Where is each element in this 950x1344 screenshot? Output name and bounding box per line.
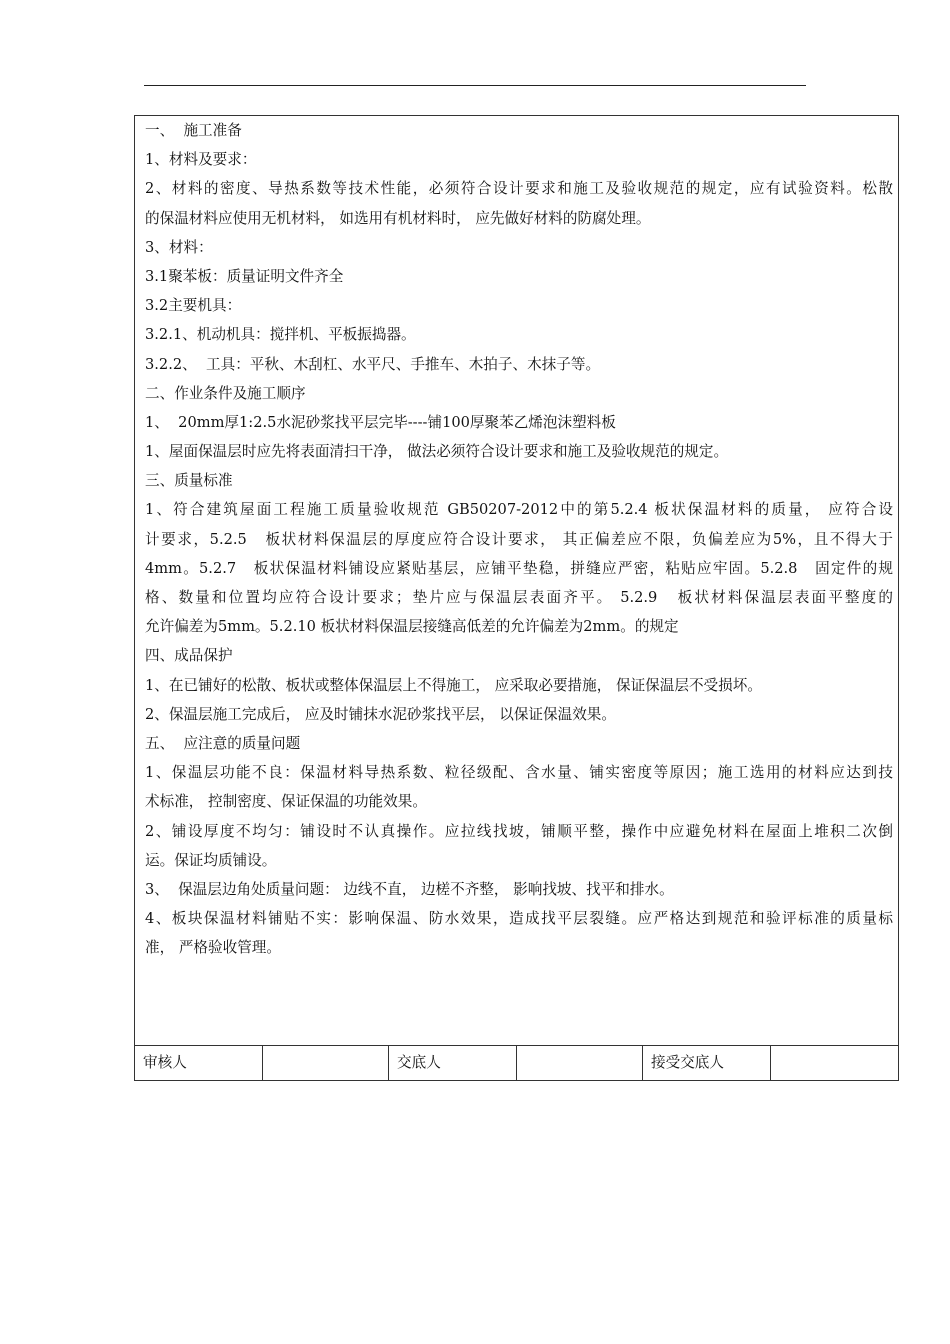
content-line: 1、屋面保温层时应先将表面清扫干净， 做法必须符合设计要求和施工及验收规范的规定。 bbox=[145, 443, 729, 461]
content-line: 1、符合建筑屋面工程施工质量验收规范 GB50207-2012中的第5.2.4 板状保温材料的质量， 应符合设 bbox=[145, 501, 893, 519]
receiver-value[interactable] bbox=[771, 1046, 898, 1080]
content-line: 1、保温层功能不良：保温材料导热系数、粒径级配、含水量、铺实密度等原因；施工选用的材料应达到技 bbox=[145, 764, 893, 782]
content-line: 2、保温层施工完成后， 应及时铺抹水泥砂浆找平层， 以保证保温效果。 bbox=[145, 705, 616, 723]
content-line: 3.2.1、机动机具：搅拌机、平板振捣器。 bbox=[145, 326, 416, 344]
content-cell bbox=[135, 116, 898, 1046]
content-line: 五、 应注意的质量问题 bbox=[145, 734, 301, 752]
content-line: 一、 施工准备 bbox=[145, 122, 242, 139]
discloser-label: 交底人 bbox=[389, 1046, 517, 1080]
content-line: 1、在已铺好的松散、板状或整体保温层上不得施工， 应采取必要措施， 保证保温层不受损坏。 bbox=[145, 676, 762, 694]
content-line: 运。保证均质铺设。 bbox=[145, 851, 277, 869]
content-line: 3、 保温层边角处质量问题： 边线不直， 边槎不齐整， 影响找坡、找平和排水。 bbox=[145, 880, 674, 898]
signature-row bbox=[135, 1046, 898, 1080]
discloser-value[interactable] bbox=[517, 1046, 643, 1080]
content-line: 四、成品保护 bbox=[145, 647, 233, 665]
content-line: 1、材料及要求： bbox=[145, 151, 257, 169]
receiver-label: 接受交底人 bbox=[643, 1046, 771, 1080]
content-line: 三、质量标准 bbox=[145, 472, 233, 490]
header-rule bbox=[144, 85, 806, 86]
content-line: 4mm。5.2.7 板状保温材料铺设应紧贴基层，应铺平垫稳，拼缝应严密，粘贴应牢固。5.2.8 固定件的规 bbox=[145, 559, 893, 577]
content-line: 3、材料： bbox=[145, 238, 213, 256]
content-line: 1、 20mm厚1:2.5水泥砂浆找平层完毕----铺100厚聚苯乙烯泡沫塑料板 bbox=[145, 413, 616, 431]
content-line: 3.2主要机具： bbox=[145, 297, 242, 315]
content-line: 允许偏差为5mm。5.2.10 板状材料保温层接缝高低差的允许偏差为2mm。的规定 bbox=[145, 618, 679, 636]
content-line: 3.2.2、 工具：平秋、木刮杠、水平尺、手推车、木拍子、木抹子等。 bbox=[145, 355, 601, 373]
content-line: 准， 严格验收管理。 bbox=[145, 939, 281, 957]
content-line: 2、材料的密度、导热系数等技术性能，必须符合设计要求和施工及验收规范的规定，应有试验资料。松散 bbox=[145, 180, 893, 198]
disclosure-table bbox=[134, 115, 899, 1081]
content-line: 二、作业条件及施工顺序 bbox=[145, 384, 306, 402]
reviewer-label: 审核人 bbox=[135, 1046, 263, 1080]
content-line: 4、板块保温材料铺贴不实：影响保温、防水效果，造成找平层裂缝。应严格达到规范和验评标准的质量标 bbox=[145, 910, 893, 928]
content-line: 术标准， 控制密度、保证保温的功能效果。 bbox=[145, 793, 427, 811]
content-line: 2、铺设厚度不均匀：铺设时不认真操作。应拉线找坡，铺顺平整，操作中应避免材料在屋面上堆积二次倒 bbox=[145, 822, 893, 840]
content-line: 3.1聚苯板：质量证明文件齐全 bbox=[145, 267, 344, 285]
reviewer-value[interactable] bbox=[263, 1046, 389, 1080]
content-line: 格、数量和位置均应符合设计要求；垫片应与保温层表面齐平。 5.2.9 板状材料保温层表面平整度的 bbox=[145, 589, 893, 606]
content-line: 的保温材料应使用无机材料， 如选用有机材料时， 应先做好材料的防腐处理。 bbox=[145, 209, 651, 227]
content-line: 计要求，5.2.5 板状材料保温层的厚度应符合设计要求， 其正偏差应不限，负偏差应为5%，且不得大于 bbox=[145, 530, 893, 548]
